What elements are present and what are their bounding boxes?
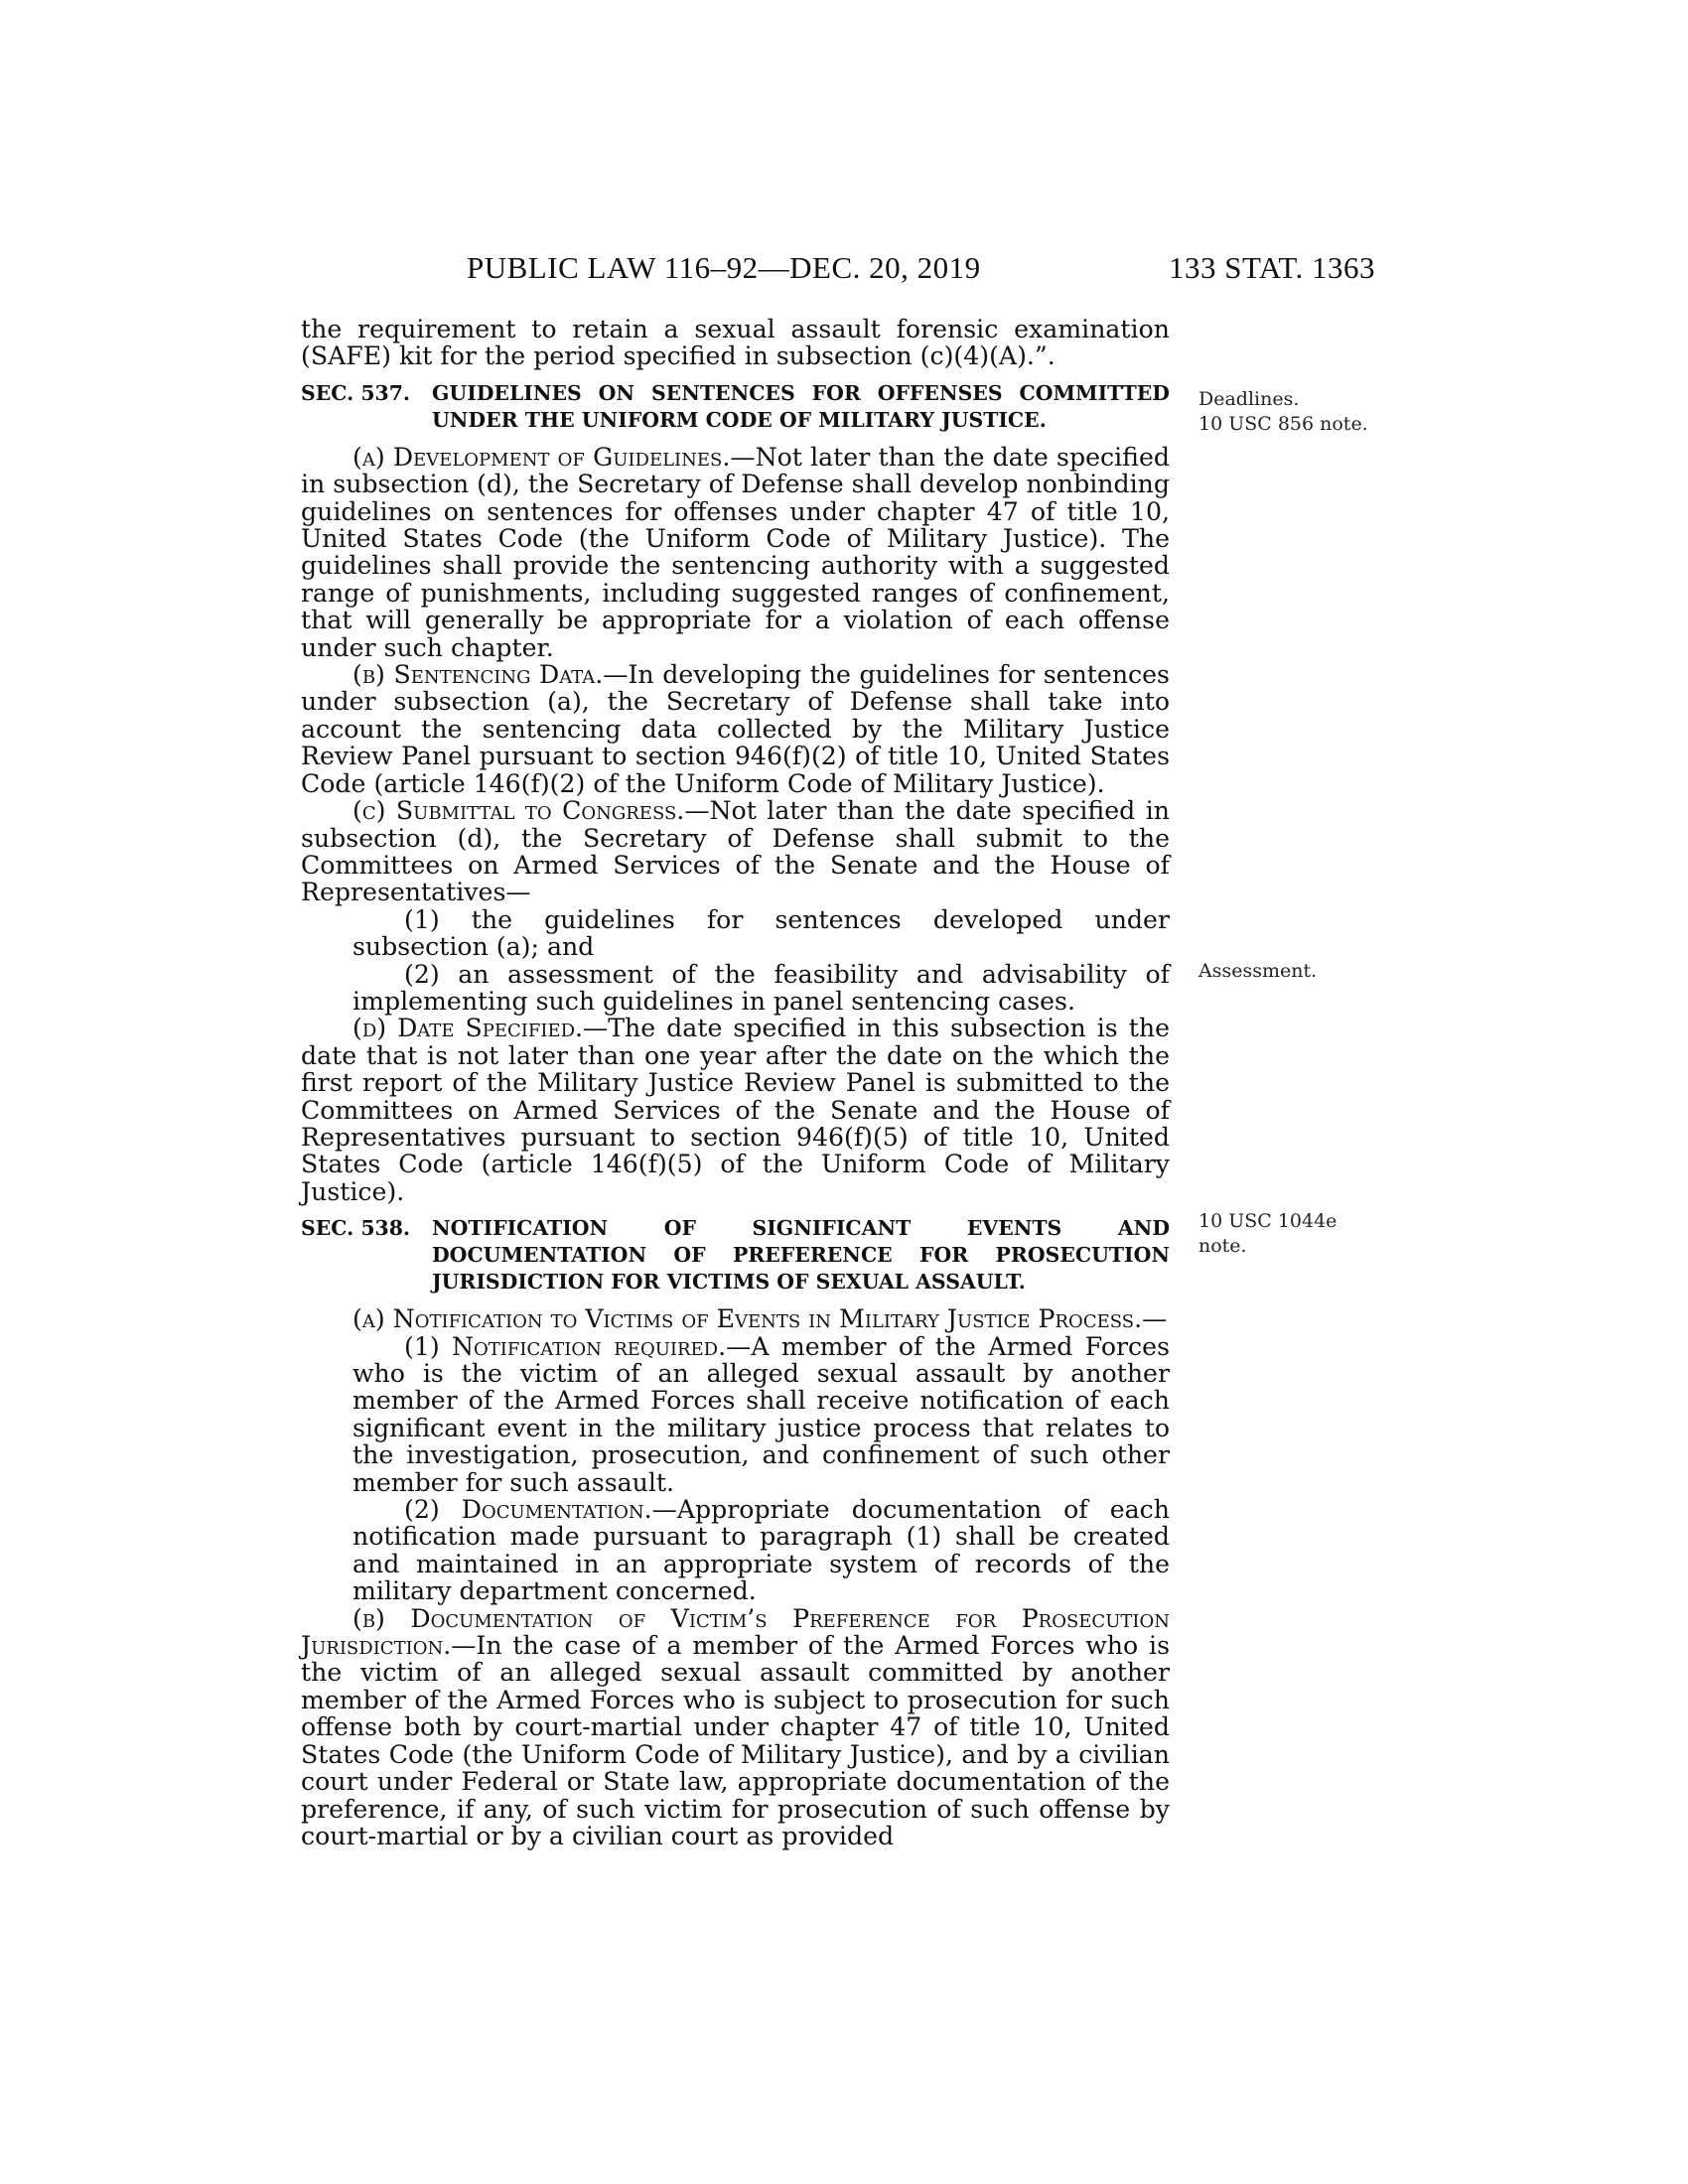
margin-note-assessment: Assessment. [1198,960,1318,982]
section-537-c2: (2) an assessment of the feasibility and advisability of implementing such guidelines in panel sentencing cases. [352,959,1170,1016]
section-538-title: NOTIFICATION OF SIGNIFICANT EVENTS AND DOCUMENTATION OF PREFERENCE FOR PROSECUTION JURISDICTION FOR VICTIMS OF SEXUAL ASSAULT. [432,1216,1170,1295]
section-537-c-text: —Not later than the date specified in subsection (d), the Secretary of Defense shall submit to the Committees on Armed Services of the Senate and the House of Representatives— [301,796,1170,907]
section-538-b [301,1605,1170,1850]
section-537-a-text: —Not later than the date specified in subsection (d), the Secretary of Defense shall develop nonbinding guidelines on sentences for offenses under chapter 47 of title 10, United States Code (the Uniform Code of Military Justice). The guidelines shall provide the sentencing authority with a suggested range of punishments, including suggested ranges of confinement, that will generally be appropriate for a violation of each offense under such chapter. [301,442,1170,662]
section-538-a-heading: (a) Notification to Victims of Events in Military Justice Process. [352,1304,1143,1334]
section-537-a [301,444,1170,661]
page-header [467,250,1375,290]
section-538-number: SEC. 538. [301,1216,410,1241]
section-538-a1 [301,1333,1170,1496]
margin-note-usc-1044e [1198,1209,1387,1259]
section-538-heading [301,1215,1170,1296]
margin-note-deadlines [1198,387,1387,437]
margin-note-deadlines-label: Deadlines. [1198,388,1300,410]
public-law-citation: PUBLIC LAW 116–92—DEC. 20, 2019 [467,250,981,285]
section-537-c-heading: (c) Submittal to Congress. [352,796,685,826]
margin-note-usc-1044e-line2: note. [1198,1235,1247,1257]
section-537-heading [301,380,1170,434]
margin-note-usc-856: 10 USC 856 note. [1198,413,1368,435]
section-537-b [301,661,1170,797]
section-538-b-heading: (b) Documentation of Victim’s Preference for Prosecution Jurisdiction. [301,1603,1170,1661]
section-538-a [301,1305,1170,1332]
section-537-b-text: —In developing the guidelines for sentences under subsection (a), the Secretary of Defense shall take into account the sentencing data collected by the Military Justice Review Panel pursuant to section 946(f)(2) of title 10, United States Code (article 146(f)(2) of the Uniform Code of Military Justice). [301,660,1170,798]
statute-page-number: 133 STAT. 1363 [1168,250,1375,285]
section-538-a2-text: —Appropriate documentation of each notification made pursuant to paragraph (1) shall be created and maintained in an appropriate system of records of the military department concerned. [352,1495,1170,1606]
section-537-a-heading: (a) Development of Guidelines. [352,442,731,472]
section-537-d-text: —The date specified in this subsection is the date that is not later than one year after the date on the which the first report of the Military Justice Review Panel is submitted to the Committees on Armed Services of the Senate and the House of Representatives pursuant to section 946(f)(5) of title 10, United States Code (article 146(f)(5) of the Uniform Code of Military Justice). [301,1014,1170,1206]
section-538-a2-heading: (2) Documentation. [404,1495,652,1525]
section-538-a-dash: — [1142,1304,1168,1334]
section-538-a1-heading: (1) Notification required. [404,1331,727,1361]
section-537-number: SEC. 537. [301,380,410,405]
section-537-title: GUIDELINES ON SENTENCES FOR OFFENSES COMMITTED UNDER THE UNIFORM CODE OF MILITARY JUSTICE. [432,380,1170,432]
section-537-d-heading: (d) Date Specified. [352,1014,584,1043]
document-body [301,316,1170,1849]
section-537-c [301,797,1170,906]
margin-note-usc-1044e-line1: 10 USC 1044e [1198,1210,1337,1232]
section-538-b-text: —In the case of a member of the Armed Forces who is the victim of an alleged sexual assault committed by another member of the Armed Forces who is subject to prosecution for such offense both by court-martial under chapter 47 of title 10, United States Code (the Uniform Code of Military Justice), and by a civilian court under Federal or State law, appropriate documentation of the preference, if any, of such victim for prosecution of such offense by court-martial or by a civilian court as provided [301,1631,1170,1850]
section-537-b-heading: (b) Sentencing Data. [352,660,604,690]
section-538-a1-text: —A member of the Armed Forces who is the victim of an alleged sexual assault by another member of the Armed Forces shall receive notification of each significant event in the military justice process that relates to the investigation, prosecution, and confinement of such other member for such assault. [352,1331,1170,1497]
section-537-c1: (1) the guidelines for sentences developed under subsection (a); and [352,904,1170,962]
section-537-d [301,1015,1170,1205]
continued-text: the requirement to retain a sexual assault forensic examination (SAFE) kit for the period specified in subsection (c)(4)(A).”. [301,315,1170,371]
section-538-a2 [301,1496,1170,1605]
